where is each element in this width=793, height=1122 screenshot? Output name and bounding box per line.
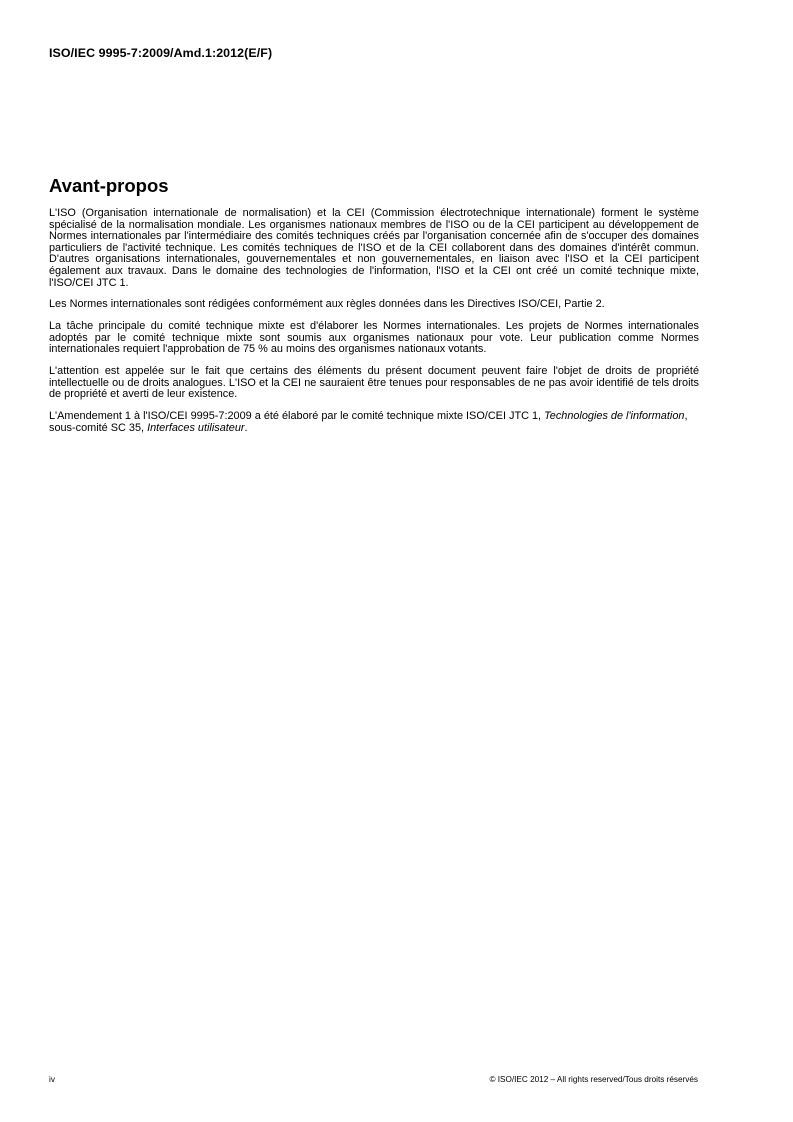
paragraph-organisations: L'ISO (Organisation internationale de normalisation) et la CEI (Commission électrotechnique internationale) forment le système spécialisé de la normalisation mondiale. Les organismes nationaux membres de l'ISO ou de la CEI participent au développement de Normes internationales par l'intermédiaire des comités techniques créés par l'organisation concernée afin de s'occuper des domaines particuliers de l'activité technique. Les comités techniques de l'ISO et de la CEI collaborent dans des domaines d'intérêt commun. D'autres organisations internationales, gouvernementales et non gouvernementales, en liaison avec l'ISO et la CEI participent également aux travaux. Dans le domaine des technologies de l'information, l'ISO et la CEI ont créé un comité technique mixte, l'ISO/CEI JTC 1. xyxy=(49,207,699,289)
paragraph-patent-rights: L'attention est appelée sur le fait que certains des éléments du présent document peuvent faire l'objet de droits de propriété intellectuelle ou de droits analogues. L'ISO et la CEI ne sauraient être tenues pour responsables de ne pas avoir identifié de tels droits de propriété et averti de leur existence. xyxy=(49,365,699,401)
page-number: iv xyxy=(49,1075,55,1084)
document-identifier: ISO/IEC 9995-7:2009/Amd.1:2012(E/F) xyxy=(49,46,273,60)
paragraph-amendment xyxy=(49,411,699,434)
committee-name: Technologies de l'information xyxy=(544,410,685,423)
amendment-text-middle: , sous-comité SC 35, xyxy=(49,410,688,434)
foreword-body xyxy=(49,208,699,444)
subcommittee-name: Interfaces utilisateur xyxy=(147,421,245,434)
section-title: Avant-propos xyxy=(49,175,169,196)
amendment-text-end: . xyxy=(244,421,248,434)
paragraph-main-task: La tâche principale du comité technique mixte est d'élaborer les Normes internationales. Les projets de Normes internationales adoptés par le comité technique mixte sont soumis aux organismes nationaux pour vote. Leur publication comme Normes internationales requiert l'approbation de 75 % au moins des organismes nationaux votants. xyxy=(49,320,699,356)
amendment-text-start: L'Amendement 1 à l'ISO/CEI 9995-7:2009 a été élaboré par le comité technique mixte ISO/CEI JTC 1, xyxy=(49,410,545,423)
paragraph-directives: Les Normes internationales sont rédigées conformément aux règles données dans les Directives ISO/CEI, Partie 2. xyxy=(49,298,605,311)
copyright-notice: © ISO/IEC 2012 – All rights reserved/Tous droits réservés xyxy=(489,1075,698,1084)
